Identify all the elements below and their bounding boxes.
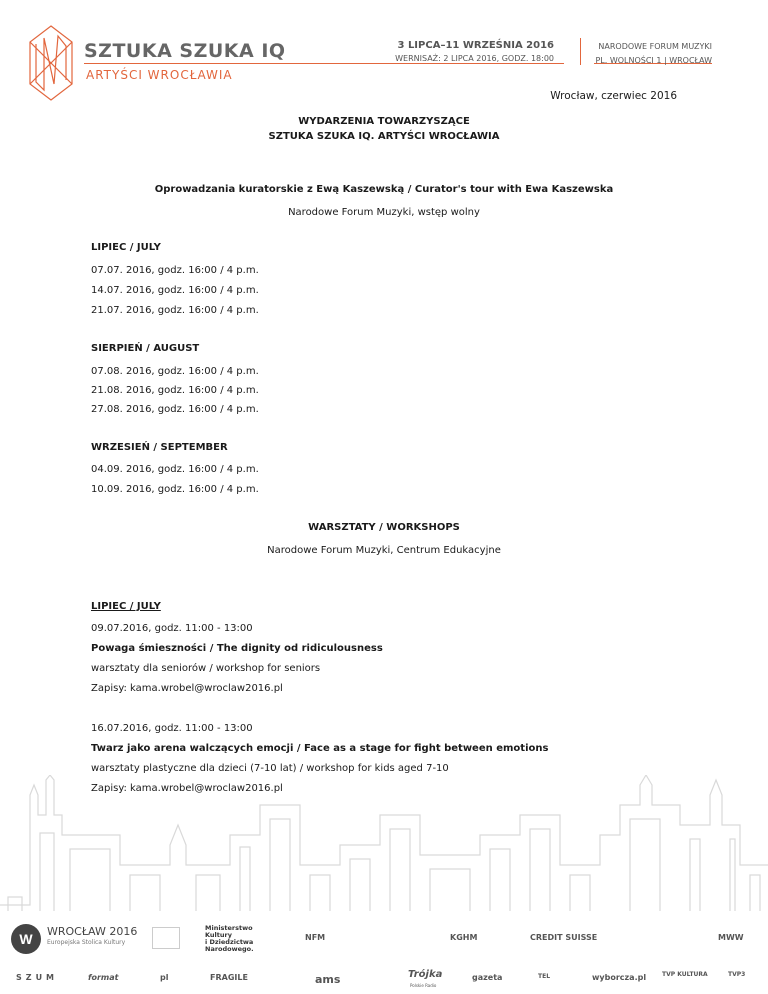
venue-name: NARODOWE FORUM MUZYKI (598, 42, 712, 51)
tour-heading: Oprowadzania kuratorskie z Ewą Kaszewską / Curator's tour with Ewa Kaszewska (154, 184, 614, 195)
tour-date: 07.07. 2016, godz. 16:00 / 4 p.m. (91, 265, 259, 276)
format-logo: format (88, 973, 119, 982)
workshop-signup: Zapisy: kama.wrobel@wroclaw2016.pl (91, 783, 283, 794)
tour-date: 07.08. 2016, godz. 16:00 / 4 p.m. (91, 366, 259, 377)
month-august: SIERPIEŃ / AUGUST (91, 343, 200, 354)
sponsors-footer (0, 915, 768, 994)
city-skyline-graphic (0, 775, 768, 915)
vernissage-line: WERNISAŻ: 2 LIPCA 2016, GODZ. 18:00 (395, 54, 554, 63)
fragile-logo: FRAGILE (210, 973, 248, 982)
mww-logo: MWW (718, 933, 744, 942)
wroclaw-logo-sub: Europejska Stolica Kultury (47, 939, 126, 946)
tour-date: 10.09. 2016, godz. 16:00 / 4 p.m. (91, 484, 259, 495)
venue-address: PL. WOLNOŚCI 1 | WROCŁAW (595, 56, 712, 65)
workshops-month: LIPIEC / JULY (91, 601, 161, 612)
workshops-heading: WARSZTATY / WORKSHOPS (308, 522, 460, 533)
kghm-logo: KGHM (450, 933, 478, 942)
header-rule (84, 63, 564, 64)
gazeta-logo: gazeta (472, 973, 503, 982)
ams-logo: ams (315, 973, 341, 986)
month-september: WRZESIEŃ / SEPTEMBER (91, 442, 228, 453)
trojka-logo: Trójka (408, 969, 443, 980)
workshop-title: Twarz jako arena walczących emocji / Face as a stage for fight between emotions (91, 743, 549, 754)
wroclaw-logo-text: WROCŁAW 2016 (47, 925, 138, 938)
header-divider (580, 38, 581, 65)
tour-place: Narodowe Forum Muzyki, wstęp wolny (288, 207, 480, 218)
wroclaw-logo-icon (10, 923, 42, 955)
venue-block (595, 40, 712, 68)
eu-logo (152, 927, 180, 949)
workshop-desc: warsztaty dla seniorów / workshop for seniors (91, 663, 321, 674)
workshop-title: Powaga śmieszności / The dignity od ridiculousness (91, 643, 383, 654)
nfm-logo: NFM (305, 933, 326, 942)
szum-logo: SZUM (16, 973, 59, 982)
tour-date: 14.07. 2016, godz. 16:00 / 4 p.m. (91, 285, 259, 296)
month-july: LIPIEC / JULY (91, 242, 161, 253)
tour-date: 27.08. 2016, godz. 16:00 / 4 p.m. (91, 404, 259, 415)
wyborcza-logo: wyborcza.pl (592, 973, 647, 982)
workshop-desc: warsztaty plastyczne dla dzieci (7-10 lat) / workshop for kids aged 7-10 (91, 763, 449, 774)
workshop-time: 09.07.2016, godz. 11:00 - 13:00 (91, 623, 253, 634)
svg-text:W: W (19, 931, 33, 947)
tour-date: 21.07. 2016, godz. 16:00 / 4 p.m. (91, 305, 259, 316)
doc-title-1: WYDARZENIA TOWARZYSZĄCE (298, 116, 470, 127)
workshops-place: Narodowe Forum Muzyki, Centrum Edukacyjne (267, 545, 501, 556)
polskie-radio-label: Polskie Radio (410, 983, 437, 988)
credit-suisse-logo: CREDIT SUISSE (530, 933, 598, 942)
dates-line: 3 LIPCA–11 WRZEŚNIA 2016 (397, 40, 554, 51)
tour-date: 21.08. 2016, godz. 16:00 / 4 p.m. (91, 385, 259, 396)
logo-emblem (28, 24, 74, 102)
tour-date: 04.09. 2016, godz. 16:00 / 4 p.m. (91, 464, 259, 475)
ministry-logo: Ministerstwo Kultury i Dziedzictwa Narodowego. (205, 924, 254, 953)
workshop-signup: Zapisy: kama.wrobel@wroclaw2016.pl (91, 683, 283, 694)
doc-title-2: SZTUKA SZUKA IQ. ARTYŚCI WROCŁAWIA (268, 131, 500, 142)
pl-logo: pl (160, 973, 169, 982)
tel-logo: TEL (538, 973, 551, 980)
logo-title: SZTUKA SZUKA IQ (84, 40, 286, 62)
workshop-time: 16.07.2016, godz. 11:00 - 13:00 (91, 723, 253, 734)
tvp3-logo: TVP3 (728, 971, 746, 978)
tvp-kultura-logo: TVP KULTURA (662, 971, 708, 978)
exhibition-dates (395, 40, 554, 63)
city-date: Wrocław, czerwiec 2016 (550, 90, 677, 102)
logo-subtitle: ARTYŚCI WROCŁAWIA (86, 68, 233, 82)
